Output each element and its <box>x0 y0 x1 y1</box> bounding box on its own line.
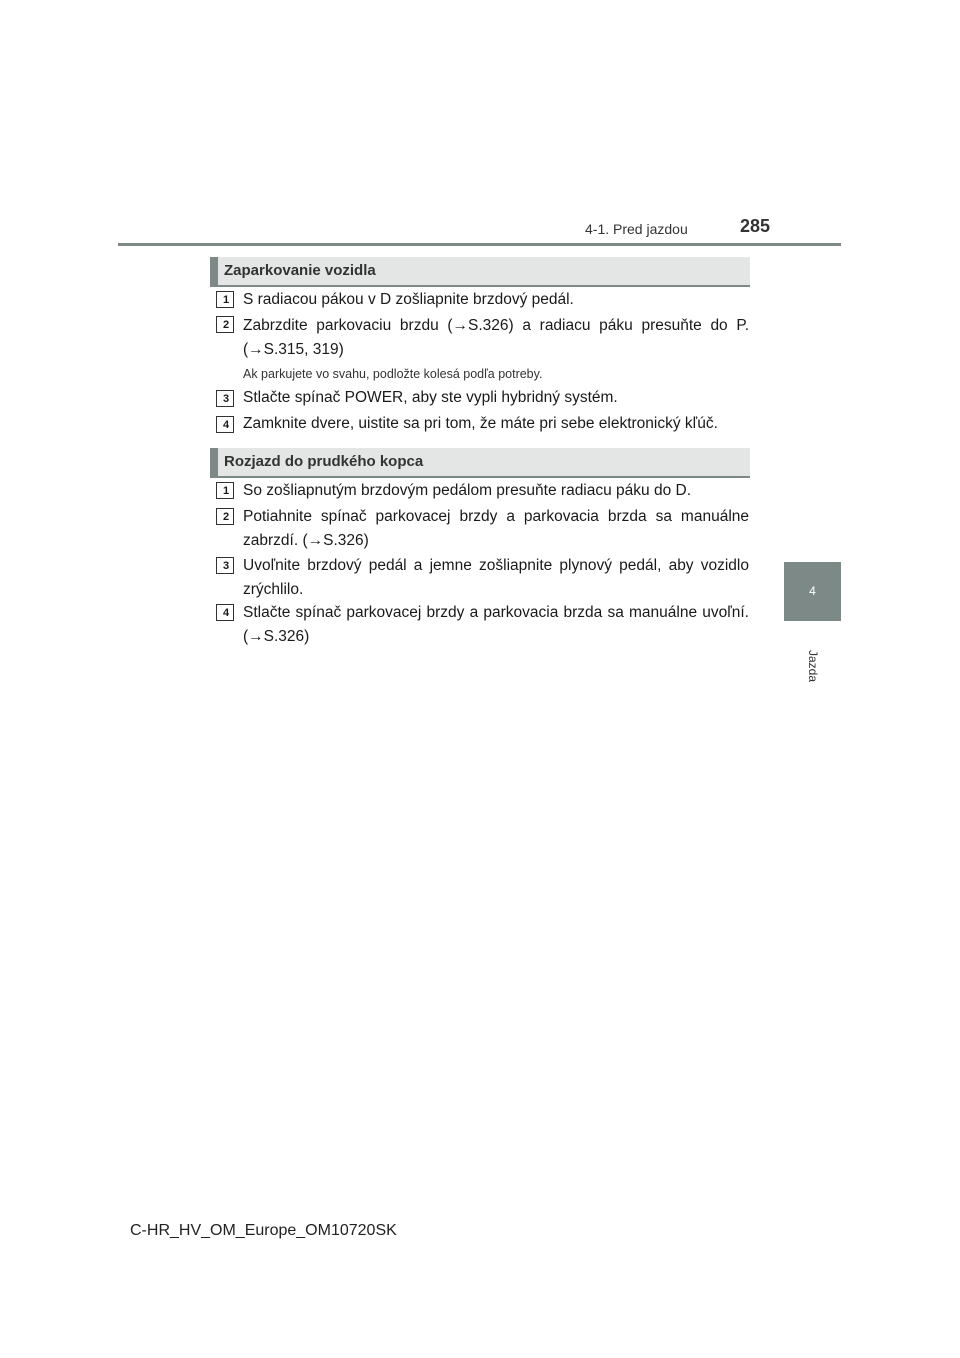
step-number: 3 <box>216 390 234 407</box>
step-text: Uvoľnite brzdový pedál a jemne zošliapnite plynový pedál, aby vozidlo zrýchlilo. <box>243 557 749 598</box>
page-number: 285 <box>740 216 771 236</box>
header-section-title: 4-1. Pred jazdou <box>585 221 688 237</box>
chapter-tab <box>784 562 841 621</box>
step-note: Ak parkujete vo svahu, podložte kolesá podľa potreby. <box>243 367 543 381</box>
section-title: Zaparkovanie vozidla <box>224 262 376 279</box>
step-number: 4 <box>216 416 234 433</box>
step-number: 2 <box>216 316 234 333</box>
section-header-parking <box>210 257 750 287</box>
section-title: Rozjazd do prudkého kopca <box>224 453 424 470</box>
chapter-tab-label: Jazda <box>806 650 820 683</box>
step-text: So zošliapnutým brzdovým pedálom presuňte radiacu páku do D. <box>243 482 692 499</box>
step-text: Stlačte spínač parkovacej brzdy a parkovacia brzda sa manuálne uvoľní. (→S.326) <box>243 604 749 645</box>
section-accent <box>210 448 218 478</box>
step-number: 4 <box>216 604 234 621</box>
section-header-hill-start <box>210 448 750 478</box>
step-text: Potiahnite spínač parkovacej brzdy a parkovacia brzda sa manuálne zabrzdí. (→S.326) <box>243 508 749 549</box>
chapter-tab-number: 4 <box>809 584 816 598</box>
step-text: Zabrzdite parkovaciu brzdu (→S.326) a radiacu páku presuňte do P. (→S.315, 319) <box>243 317 749 358</box>
step-text: Zamknite dvere, uistite sa pri tom, že máte pri sebe elektronický kľúč. <box>243 415 718 432</box>
footer-doc-code: C-HR_HV_OM_Europe_OM10720SK <box>130 1222 397 1239</box>
step-number: 2 <box>216 508 234 525</box>
step-text: Stlačte spínač POWER, aby ste vypli hybridný systém. <box>243 389 618 406</box>
header-rule <box>118 243 841 246</box>
step-text: S radiacou pákou v D zošliapnite brzdový pedál. <box>243 291 574 308</box>
section-accent <box>210 257 218 287</box>
step-number: 1 <box>216 291 234 308</box>
step-number: 1 <box>216 482 234 499</box>
step-number: 3 <box>216 557 234 574</box>
